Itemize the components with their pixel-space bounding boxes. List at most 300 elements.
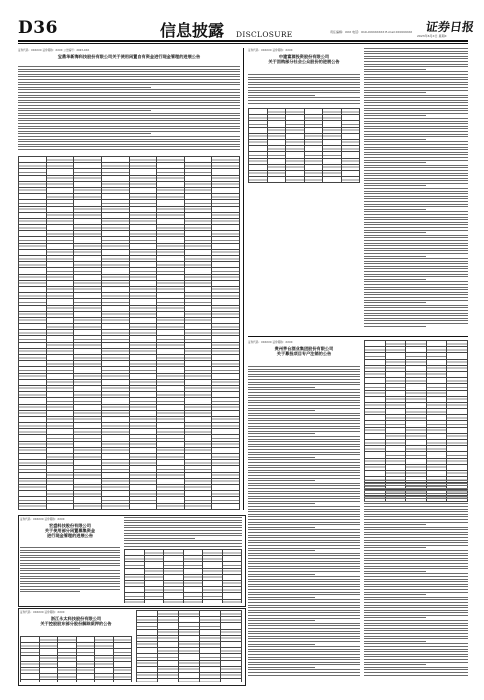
text-line xyxy=(248,472,360,473)
text-line xyxy=(18,89,240,90)
text-line xyxy=(20,570,120,571)
text-line xyxy=(364,566,468,567)
text-line xyxy=(364,519,468,520)
text-line xyxy=(364,605,468,606)
table-cell xyxy=(179,679,200,682)
text-line xyxy=(248,664,360,665)
text-line xyxy=(364,214,468,215)
text-line xyxy=(248,87,360,88)
text-line xyxy=(18,118,240,119)
text-line xyxy=(248,581,360,582)
text-line xyxy=(20,563,120,564)
table-cell xyxy=(39,680,58,682)
text-line xyxy=(248,84,360,85)
text-line xyxy=(364,230,468,231)
text-line xyxy=(248,410,315,411)
text-line xyxy=(18,84,240,85)
text-line xyxy=(124,520,242,521)
text-line xyxy=(20,591,80,592)
announcement-2-body-left xyxy=(248,74,360,105)
text-line xyxy=(364,651,468,652)
announcement-5-code: 证券代码：XXXXXX 证券简称：XXXX xyxy=(20,611,65,614)
text-line xyxy=(124,530,242,531)
text-line xyxy=(248,553,360,554)
text-line xyxy=(248,542,360,543)
text-line xyxy=(20,560,120,561)
text-line xyxy=(364,157,468,158)
table-cell xyxy=(95,680,114,682)
text-line xyxy=(248,612,360,613)
text-line xyxy=(248,454,360,455)
text-line xyxy=(364,586,468,587)
text-line xyxy=(248,379,360,380)
text-line xyxy=(364,630,468,631)
text-line xyxy=(364,217,468,218)
text-line xyxy=(364,649,468,650)
text-line xyxy=(20,557,120,558)
text-line xyxy=(364,56,468,57)
announcement-2-body-right xyxy=(364,48,468,328)
text-line xyxy=(248,545,360,546)
text-line xyxy=(364,126,468,127)
text-line xyxy=(248,599,360,600)
text-line xyxy=(20,586,120,587)
text-line xyxy=(124,546,242,547)
announcement-3-subtitle: 关于募投项目专户注销的公告 xyxy=(276,351,332,356)
text-line xyxy=(20,583,120,584)
text-line xyxy=(364,654,468,655)
text-line xyxy=(364,84,468,85)
table-cell xyxy=(158,679,179,682)
text-line xyxy=(248,382,360,383)
text-line xyxy=(18,102,240,103)
text-line xyxy=(364,641,426,642)
text-line xyxy=(18,69,240,70)
text-line xyxy=(364,48,468,49)
text-line xyxy=(364,58,468,59)
text-line xyxy=(248,90,360,91)
announcement-4-body-left xyxy=(20,547,120,594)
text-line xyxy=(364,573,468,574)
table-row xyxy=(125,599,242,603)
text-line xyxy=(364,628,468,629)
text-line xyxy=(364,268,468,269)
text-line xyxy=(248,470,360,471)
text-line xyxy=(248,95,315,96)
text-line xyxy=(364,152,468,153)
text-line xyxy=(364,589,468,590)
text-line xyxy=(18,97,240,98)
text-line xyxy=(248,498,360,499)
text-line xyxy=(248,82,360,83)
text-line xyxy=(248,519,360,520)
text-line xyxy=(364,232,426,233)
text-line xyxy=(364,165,468,166)
announcement-3 xyxy=(248,340,468,680)
text-line xyxy=(364,222,468,223)
text-line xyxy=(248,100,360,101)
text-line xyxy=(364,581,468,582)
text-line xyxy=(248,415,360,416)
text-line xyxy=(364,253,468,254)
text-line xyxy=(364,643,468,644)
text-line xyxy=(364,144,468,145)
table-cell xyxy=(164,599,184,603)
text-line xyxy=(20,550,120,551)
announcement-4-title: 宏盛科技股份有限公司 xyxy=(49,523,91,528)
text-line xyxy=(364,558,468,559)
text-line xyxy=(364,180,468,181)
text-line xyxy=(364,162,426,163)
text-line xyxy=(364,602,468,603)
text-line xyxy=(364,201,468,202)
announcement-5-table xyxy=(20,636,132,682)
text-line xyxy=(248,97,360,98)
table-cell xyxy=(341,177,360,183)
table-cell xyxy=(125,599,145,603)
text-line xyxy=(364,209,426,210)
text-line xyxy=(364,488,468,489)
text-line xyxy=(248,516,360,517)
text-line xyxy=(248,509,360,510)
text-line xyxy=(364,560,468,561)
text-line xyxy=(364,235,468,236)
text-line xyxy=(364,516,468,517)
text-line xyxy=(18,100,240,101)
text-line xyxy=(364,69,426,70)
text-line xyxy=(364,196,468,197)
text-line xyxy=(18,123,240,124)
table-cell xyxy=(113,680,132,682)
text-line xyxy=(248,522,360,523)
text-line xyxy=(364,185,426,186)
text-line xyxy=(248,436,360,437)
text-line xyxy=(364,178,468,179)
text-line xyxy=(248,475,360,476)
text-line xyxy=(248,400,360,401)
text-line xyxy=(248,654,360,655)
table-cell xyxy=(267,177,286,183)
newspaper-logo: 证券日报 xyxy=(424,20,475,34)
text-line xyxy=(364,633,468,634)
text-line xyxy=(364,149,468,150)
text-line xyxy=(248,511,360,512)
text-line xyxy=(364,594,426,595)
table-cell xyxy=(184,509,212,510)
text-line xyxy=(364,550,468,551)
text-line xyxy=(364,672,468,673)
text-line xyxy=(364,281,468,282)
text-line xyxy=(364,326,426,327)
text-line xyxy=(20,555,120,556)
text-line xyxy=(364,646,468,647)
text-line xyxy=(18,126,240,127)
text-line xyxy=(364,496,468,497)
text-line xyxy=(364,610,468,611)
text-line xyxy=(364,524,426,525)
announcement-3-code: 证券代码：XXXXXX 证券简称：XXXX xyxy=(248,341,293,344)
text-line xyxy=(248,641,360,642)
text-line xyxy=(364,128,468,129)
text-line xyxy=(364,514,468,515)
text-line xyxy=(248,496,360,497)
text-line xyxy=(364,571,426,572)
page-number: D36 xyxy=(18,18,58,38)
text-line xyxy=(248,607,360,608)
text-line xyxy=(364,532,468,533)
text-line xyxy=(248,488,360,489)
text-line xyxy=(248,79,360,80)
text-line xyxy=(248,589,360,590)
text-line xyxy=(248,420,360,421)
text-line xyxy=(364,555,468,556)
text-line xyxy=(248,506,360,507)
text-line xyxy=(364,134,468,135)
text-line xyxy=(364,131,468,132)
text-line xyxy=(364,638,468,639)
text-line xyxy=(364,118,468,119)
text-line xyxy=(248,633,360,634)
text-line xyxy=(248,662,360,663)
text-line xyxy=(364,287,468,288)
text-line xyxy=(20,581,120,582)
text-line xyxy=(364,545,468,546)
text-line xyxy=(248,503,315,504)
text-line xyxy=(248,431,360,432)
text-line xyxy=(248,467,360,468)
text-line xyxy=(364,490,468,491)
text-line xyxy=(18,128,240,129)
text-line xyxy=(248,402,360,403)
text-line xyxy=(364,160,468,161)
text-line xyxy=(364,584,468,585)
text-line xyxy=(364,607,468,608)
text-line xyxy=(364,266,468,267)
text-line xyxy=(364,51,468,52)
text-line xyxy=(20,578,120,579)
text-line xyxy=(248,493,360,494)
text-line xyxy=(364,300,468,301)
text-line xyxy=(364,97,468,98)
text-line xyxy=(18,149,240,150)
table-cell xyxy=(46,509,74,510)
table-cell xyxy=(74,509,102,510)
announcement-4-body-right xyxy=(124,517,242,548)
text-line xyxy=(364,167,468,168)
text-line xyxy=(248,428,360,429)
text-line xyxy=(248,384,360,385)
text-line xyxy=(364,258,468,259)
text-line xyxy=(364,542,468,543)
announcement-1-code: 证券代码：XXXXXX 证券简称：XXXX 公告编号：2023-XXX xyxy=(18,49,90,52)
text-line xyxy=(364,615,468,616)
text-line xyxy=(364,529,468,530)
text-line xyxy=(364,110,468,111)
announcement-4-code: 证券代码：XXXXXX 证券简称：XXXX xyxy=(20,518,65,521)
table-cell xyxy=(129,509,157,510)
text-line xyxy=(364,191,468,192)
text-line xyxy=(248,491,360,492)
text-line xyxy=(364,136,468,137)
table-cell xyxy=(137,679,158,682)
text-line xyxy=(248,644,315,645)
text-line xyxy=(364,219,468,220)
text-line xyxy=(18,133,151,134)
text-line xyxy=(364,669,468,670)
text-line xyxy=(364,675,468,676)
text-line xyxy=(364,224,468,225)
text-line xyxy=(364,667,468,668)
text-line xyxy=(248,667,315,668)
text-line xyxy=(364,198,468,199)
text-line xyxy=(364,617,426,618)
text-line xyxy=(248,571,360,572)
table-row xyxy=(249,177,360,183)
section-title-en: DISCLOSURE xyxy=(236,30,293,39)
text-line xyxy=(364,501,426,502)
text-line xyxy=(364,147,468,148)
text-line xyxy=(248,550,315,551)
text-line xyxy=(364,483,468,484)
text-line xyxy=(124,543,242,544)
issue-date: 2023年6月X日 星期X xyxy=(417,34,447,38)
text-line xyxy=(364,243,468,244)
announcement-1 xyxy=(18,48,240,510)
table-cell xyxy=(323,177,342,183)
text-line xyxy=(248,439,360,440)
table-cell xyxy=(21,680,40,682)
announcement-5 xyxy=(20,610,242,682)
announcement-1-title: 宝鼎华新海科技股份有限公司关于使用闲置自有资金进行现金管理的进展公告 xyxy=(57,54,201,59)
text-line xyxy=(18,131,240,132)
text-line xyxy=(364,105,468,106)
text-line xyxy=(364,509,468,510)
announcement-5-table-right xyxy=(136,610,242,682)
text-line xyxy=(364,547,426,548)
text-line xyxy=(18,146,240,147)
text-line xyxy=(364,664,426,665)
text-line xyxy=(364,599,468,600)
text-line xyxy=(248,651,360,652)
table-cell xyxy=(19,509,47,510)
text-line xyxy=(364,263,468,264)
text-line xyxy=(364,313,468,314)
table-row xyxy=(21,680,132,682)
text-line xyxy=(248,446,360,447)
text-line xyxy=(248,669,360,670)
text-line xyxy=(248,371,360,372)
text-line xyxy=(364,485,468,486)
text-line xyxy=(248,579,360,580)
announcement-4-subtitle: 关于使用部分闲置募集资金 xyxy=(44,528,96,533)
text-line xyxy=(248,638,360,639)
text-line xyxy=(364,284,468,285)
text-line xyxy=(364,659,468,660)
text-line xyxy=(248,369,360,370)
text-line xyxy=(20,589,120,590)
text-line xyxy=(18,87,151,88)
text-line xyxy=(364,279,426,280)
text-line xyxy=(248,594,360,595)
text-line xyxy=(248,610,360,611)
text-line xyxy=(364,480,468,481)
announcement-3-table xyxy=(364,340,468,502)
table-row xyxy=(19,509,240,510)
text-line xyxy=(248,366,360,367)
table-cell xyxy=(304,177,323,183)
masthead-rule xyxy=(18,40,468,42)
text-line xyxy=(18,108,240,109)
text-line xyxy=(18,113,240,114)
text-line xyxy=(18,105,240,106)
text-line xyxy=(248,555,360,556)
table-cell xyxy=(200,679,221,682)
text-line xyxy=(364,597,468,598)
text-line xyxy=(18,115,240,116)
text-line xyxy=(20,547,120,548)
text-line xyxy=(364,563,468,564)
masthead-meta: 责任编辑：XXX 电话：010-XXXXXXXX E-mail:XXXXXXXX xyxy=(330,30,413,34)
text-line xyxy=(364,90,468,91)
announcement-5-subtitle: 关于控股股东部分股份解除质押的公告 xyxy=(40,621,112,626)
text-line xyxy=(364,320,468,321)
text-line xyxy=(364,102,468,103)
text-line xyxy=(248,615,360,616)
text-line xyxy=(248,389,360,390)
text-line xyxy=(248,659,360,660)
text-line xyxy=(364,274,468,275)
text-line xyxy=(364,297,468,298)
text-line xyxy=(248,631,360,632)
text-line xyxy=(248,418,360,419)
table-cell xyxy=(101,509,129,510)
table-cell xyxy=(203,599,223,603)
text-line xyxy=(248,408,360,409)
text-line xyxy=(364,506,468,507)
announcement-4 xyxy=(20,517,242,603)
text-line xyxy=(18,82,240,83)
text-line xyxy=(248,602,360,603)
text-line xyxy=(248,628,360,629)
text-line xyxy=(364,271,468,272)
text-line xyxy=(20,568,80,569)
text-line xyxy=(248,620,315,621)
table-cell xyxy=(221,679,242,682)
text-line xyxy=(364,511,468,512)
text-line xyxy=(124,533,242,534)
text-line xyxy=(248,405,360,406)
text-line xyxy=(248,558,360,559)
text-line xyxy=(248,672,360,673)
text-line xyxy=(248,584,360,585)
text-line xyxy=(364,656,468,657)
text-line xyxy=(248,586,360,587)
announcement-3-body-right xyxy=(364,480,468,677)
text-line xyxy=(248,514,360,515)
text-line xyxy=(364,592,468,593)
text-line xyxy=(364,64,468,65)
text-line xyxy=(364,612,468,613)
text-line xyxy=(248,92,360,93)
text-line xyxy=(364,61,468,62)
text-line xyxy=(364,537,468,538)
text-line xyxy=(364,623,468,624)
announcement-2-table xyxy=(248,108,360,183)
text-line xyxy=(364,302,426,303)
text-line xyxy=(18,120,240,121)
text-line xyxy=(364,315,468,316)
text-line xyxy=(364,227,468,228)
